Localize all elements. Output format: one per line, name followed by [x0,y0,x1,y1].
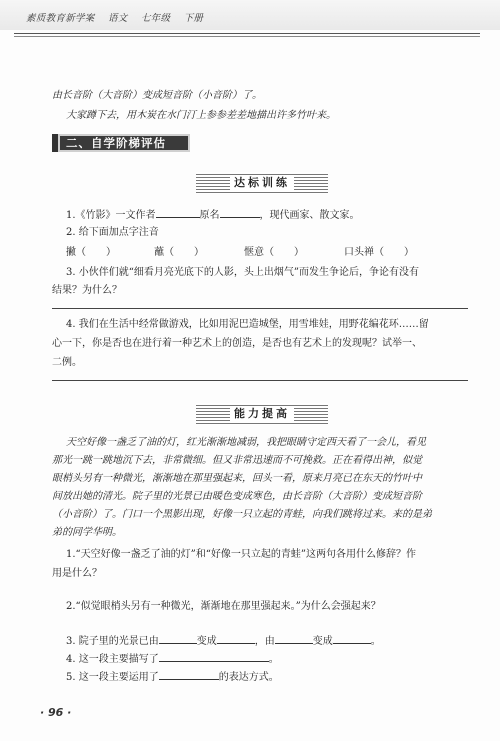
answer-blank[interactable] [275,632,313,644]
training-q4-line1: 4. 我们在生活中经常做游戏，比如用泥巴造城堡，用雪堆娃，用野花编花环……留 [66,319,429,330]
training-q2: 2. 给下面加点字注音 [66,227,159,238]
section-heading [52,134,190,152]
training-q4-line3: 二例。 [52,357,82,368]
passage-line: 眼梢头另有一种微光，渐渐地在那里强起来，回头一看，原来月亮已在东天的竹叶中 [52,473,422,484]
ability-q5: 5. 这一段主要运用了 的表达方式。 [66,668,279,685]
training-q3-line2: 结果？为什么？ [52,285,122,296]
grade-label: 七年级 [140,13,171,24]
volume-label: 下册 [183,13,204,24]
training-banner [196,172,328,194]
pinyin-item[interactable]: 口头禅（ ） [344,247,414,258]
passage-line: 间放出她的清光。院子里的光景已由暖色变成寒色，由长音阶（大音阶）变成短音阶 [52,491,422,502]
training-q3-line1: 3. 小伙伴们就“细看月亮光底下的人影，头上出烟气”而发生争论后，争论有没有 [66,267,419,278]
ability-q1-line1: 1.“天空好像一盏乏了油的灯”和“好像一只立起的青蛙”这两句各用什么修辞？作 [66,549,416,560]
answer-blank[interactable] [333,632,371,644]
answer-blank[interactable] [159,668,219,680]
pinyin-item[interactable]: 蘸（ ） [154,247,204,258]
answer-blank[interactable] [159,650,269,662]
header-rule [14,33,480,34]
subject-label: 语文 [107,13,128,24]
original-name-blank[interactable] [220,206,260,218]
page-number: · 96 · [40,706,72,719]
ability-q3: 3. 院子里的光景已由 变成 ，由 变成 。 [66,632,381,649]
ability-heading: 能力提高 [230,407,294,421]
pinyin-item[interactable]: 惬意（ ） [244,247,304,258]
answer-line[interactable] [52,308,468,309]
ability-banner [196,403,328,425]
ability-q4: 4. 这一段主要描写了 。 [66,650,279,667]
pinyin-item[interactable]: 撇（ ） [66,247,116,258]
passage-line: 那光一跳一跳地沉下去，非常微细。但又非常迅速而不可挽救。正在看得出神，似觉 [52,455,422,466]
training-q1: 1.《竹影》一文作者 原名 ，现代画家、散文家。 [66,206,360,223]
ability-q2: 2.“似觉眼梢头另有一种微光，渐渐地在那里强起来。”为什么会强起来？ [66,601,381,612]
training-heading: 达标训练 [230,176,294,190]
intro-line-2: 大家蹲下去，用木炭在水门汀上参参差差地描出许多竹叶来。 [66,110,336,121]
intro-line-1: 由长音阶（大音阶）变成短音阶（小音阶）了。 [52,90,262,101]
header-rule-thin [14,36,480,37]
passage-line: 天空好像一盏乏了油的灯，红光渐渐地减弱，我把眼睛守定西天看了一会儿，看见 [66,437,426,448]
series-title: 素质教育新学案 [26,13,95,24]
section-title: 二、自学阶梯评估 [66,136,166,150]
answer-line[interactable] [52,380,468,381]
passage-line: 弟的同学华明。 [52,527,122,538]
ability-q1-line2: 用是什么？ [52,568,102,579]
training-q4-line2: 心一下，你是否也在进行着一种艺术上的创造，是否也有艺术上的发现呢？试举一、 [52,338,422,349]
author-blank[interactable] [156,206,200,218]
answer-blank[interactable] [159,632,197,644]
passage-line: （小音阶）了。门口一个黑影出现，好像一只立起的青蛙，向我们跳将过来。来的是弟 [52,509,432,520]
answer-blank[interactable] [217,632,255,644]
header-text [26,10,213,24]
